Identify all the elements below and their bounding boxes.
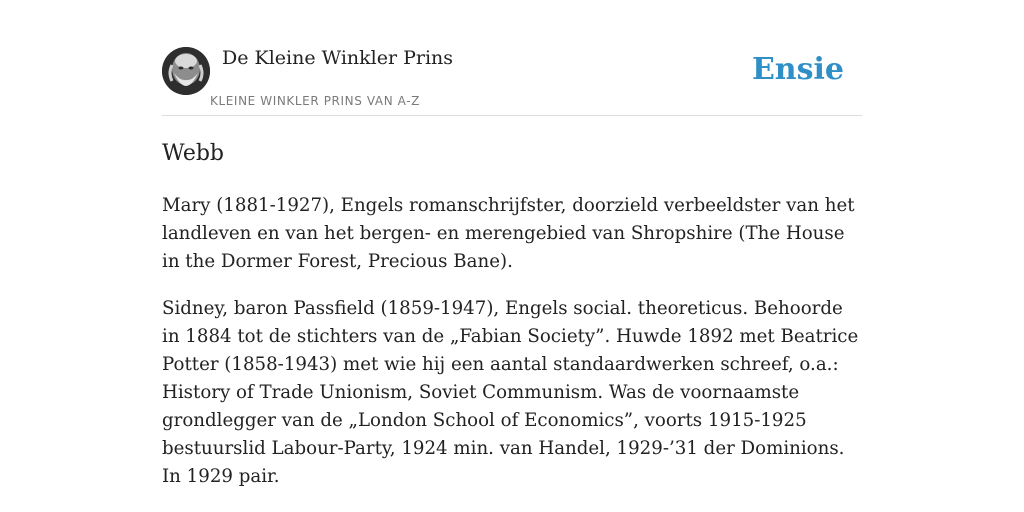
author-avatar[interactable] [162,47,210,95]
header-divider [162,115,862,116]
entry-title: Webb [162,141,225,166]
source-subtitle[interactable]: KLEINE WINKLER PRINS VAN A-Z [210,94,420,108]
entry-paragraph: Mary (1881-1927), Engels romanschrijfster, doorzield verbeeldster van het landleven en van het bergen- en merengebied van Shropshire (The House in the Dormer Forest, Precious Bane). [162,195,855,272]
source-title[interactable]: De Kleine Winkler Prins [222,47,454,69]
brand-logo[interactable]: Ensie [751,52,844,87]
portrait-image [162,47,210,95]
entry-paragraph: Sidney, baron Passfield (1859-1947), Engels social. theoreticus. Behoorde in 1884 tot de stichters van de „Fabian Society”. Huwde 1892 met Beatrice Potter (1858-1943) met wie hij een aantal standaardwerken schreef, o.a.: History of Trade Unionism, Soviet Communism. Was de voornaamste grondlegger van de „London School of Economics”, voorts 1915-1925 bestuurslid Labour-Party, 1924 min. van Handel, 1929-’31 der Dominions. In 1929 pair. [162,298,859,487]
entry-body [162,192,862,510]
